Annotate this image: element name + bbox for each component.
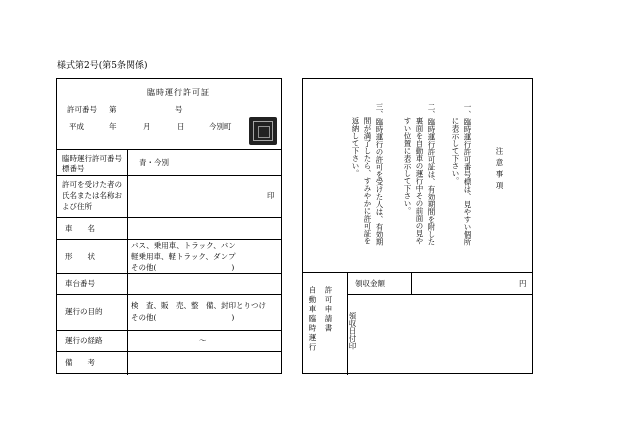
shape-options-line3: その他( ) — [131, 263, 235, 272]
note-3-line2: 間が満了したら、すみやかに許可証を — [363, 117, 372, 245]
fee-amount-label: 領収金額 — [355, 279, 385, 288]
plate-number-label: 臨時運行許可番号標番号 — [62, 154, 122, 173]
note-3-line3: 返納して下さい。 — [351, 117, 360, 177]
official-seal-stamp — [249, 117, 277, 145]
shape-options-line1: バス、乗用車、トラック、バン — [131, 241, 236, 250]
receipt-date-stamp-label: 領収日付印 — [348, 312, 357, 350]
route-value: 〜 — [199, 336, 207, 345]
date-month: 月 — [143, 122, 151, 131]
fee-yen-unit: 円 — [519, 279, 527, 288]
note-1-line2: に表示して下さい。 — [451, 117, 460, 185]
chassis-number-label: 車台番号 — [65, 279, 95, 288]
note-1-line1: 一、臨時運行許可番号標は、見やすい個所 — [463, 103, 472, 246]
remarks-label: 備 考 — [65, 358, 95, 367]
permit-number-go: 号 — [175, 105, 183, 114]
seal-mark: 印 — [267, 191, 275, 200]
permit-number-dai: 第 — [109, 105, 117, 114]
plate-number-value: 青・今別 — [139, 158, 169, 167]
purpose-options-line2: その他( ) — [131, 313, 235, 322]
side-label-application: 許可申請書 — [324, 286, 333, 334]
route-label: 運行の経路 — [65, 336, 103, 345]
vehicle-name-label: 車 名 — [65, 224, 95, 233]
note-2-line1: 二、臨時運行許可証は、有効期間を附した — [427, 103, 436, 246]
form-number-header: 様式第2号(第5条関係) — [57, 61, 148, 71]
purpose-label: 運行の目的 — [65, 307, 103, 316]
date-day: 日 — [177, 122, 185, 131]
side-label-vehicle: 自動車臨時運行 — [308, 286, 317, 353]
permit-notes-panel — [302, 78, 533, 374]
purpose-options-line1: 検 査、販 売、整 備、封印とりつけ — [131, 301, 266, 310]
date-year: 年 — [109, 122, 117, 131]
temporary-operation-permit-form — [56, 78, 282, 374]
permit-number-label: 許可番号 — [67, 105, 97, 114]
note-2-line2: 裏面を自動車の運行中その前面の見や — [415, 117, 424, 245]
note-3-line1: 三、臨時運行の許可を受けた人は、有効期 — [375, 103, 384, 246]
shape-options-line2: 軽乗用車、軽トラック、ダンプ — [131, 252, 236, 261]
permit-title: 臨時運行許可証 — [147, 88, 210, 97]
notes-title: 注意事項 — [495, 147, 504, 193]
vehicle-shape-label: 形 状 — [65, 252, 95, 261]
note-2-line3: すい位置に表示して下さい。 — [403, 117, 412, 215]
issuing-town: 今別町 — [209, 122, 232, 131]
date-era: 平成 — [69, 122, 84, 131]
permit-holder-label: 許可を受けた者の氏名または名称および住所 — [62, 180, 122, 211]
